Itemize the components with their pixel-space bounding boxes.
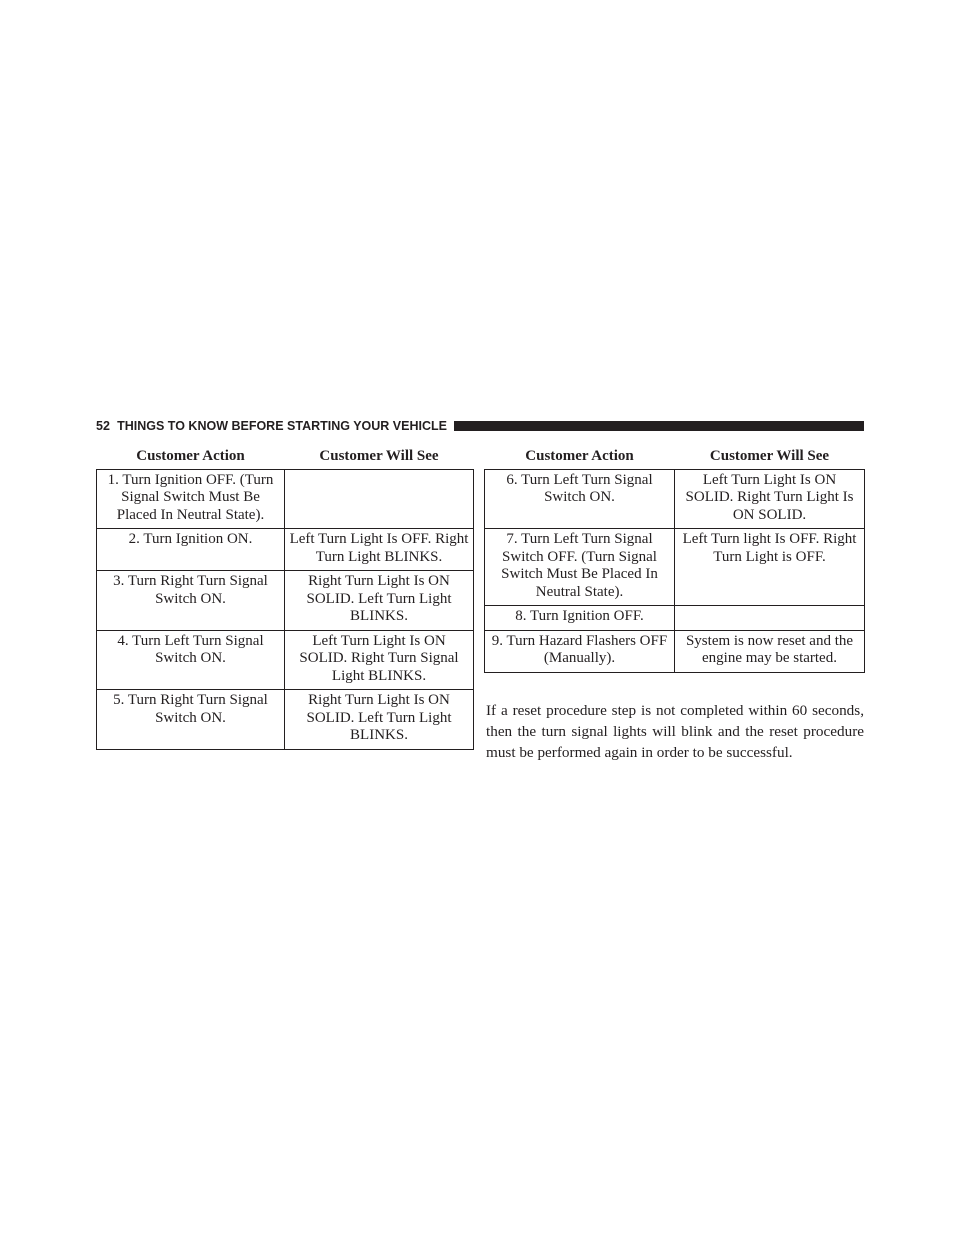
customer-action-cell: 9. Turn Hazard Flashers OFF (Manually). [485,630,675,672]
customer-will-see-cell: Right Turn Light Is ON SOLID. Left Turn Light BLINKS. [285,571,474,631]
customer-will-see-cell [675,606,865,631]
reset-steps-table-right [484,446,865,673]
reset-steps-table-left [96,446,474,750]
reset-timeout-paragraph: If a reset procedure step is not completed within 60 seconds, then the turn signal lights will blink and the reset procedure must be performed again in order to be successful. [486,702,864,761]
table-header-row [97,446,474,469]
column-header-action: Customer Action [97,446,285,469]
table-row [97,469,474,529]
customer-will-see-cell: System is now reset and the engine may be started. [675,630,865,672]
customer-action-cell: 7. Turn Left Turn Signal Switch OFF. (Turn Signal Switch Must Be Placed In Neutral State). [485,529,675,606]
page-header [96,418,864,434]
section-title: THINGS TO KNOW BEFORE STARTING YOUR VEHICLE [117,419,447,433]
customer-action-cell: 1. Turn Ignition OFF. (Turn Signal Switch Must Be Placed In Neutral State). [97,469,285,529]
customer-will-see-cell: Left Turn Light Is ON SOLID. Right Turn Signal Light BLINKS. [285,630,474,690]
customer-action-cell: 2. Turn Ignition ON. [97,529,285,571]
table-row [485,630,865,672]
column-header-see: Customer Will See [285,446,474,469]
page-number: 52 [96,419,111,433]
customer-action-cell: 4. Turn Left Turn Signal Switch ON. [97,630,285,690]
customer-will-see-cell: Left Turn light Is OFF. Right Turn Light is OFF. [675,529,865,606]
customer-action-cell: 3. Turn Right Turn Signal Switch ON. [97,571,285,631]
table-row [97,571,474,631]
customer-will-see-cell [285,469,474,529]
table-row [97,690,474,750]
table-row [97,529,474,571]
customer-will-see-cell: Left Turn Light Is OFF. Right Turn Light BLINKS. [285,529,474,571]
table-row [485,606,865,631]
column-header-see: Customer Will See [675,446,865,469]
customer-action-cell: 5. Turn Right Turn Signal Switch ON. [97,690,285,750]
table-row [485,529,865,606]
header-rule [454,421,864,431]
table-header-row [485,446,865,469]
column-header-action: Customer Action [485,446,675,469]
table-row [97,630,474,690]
customer-will-see-cell: Right Turn Light Is ON SOLID. Left Turn Light BLINKS. [285,690,474,750]
customer-action-cell: 8. Turn Ignition OFF. [485,606,675,631]
table-row [485,469,865,529]
customer-will-see-cell: Left Turn Light Is ON SOLID. Right Turn Light Is ON SOLID. [675,469,865,529]
customer-action-cell: 6. Turn Left Turn Signal Switch ON. [485,469,675,529]
